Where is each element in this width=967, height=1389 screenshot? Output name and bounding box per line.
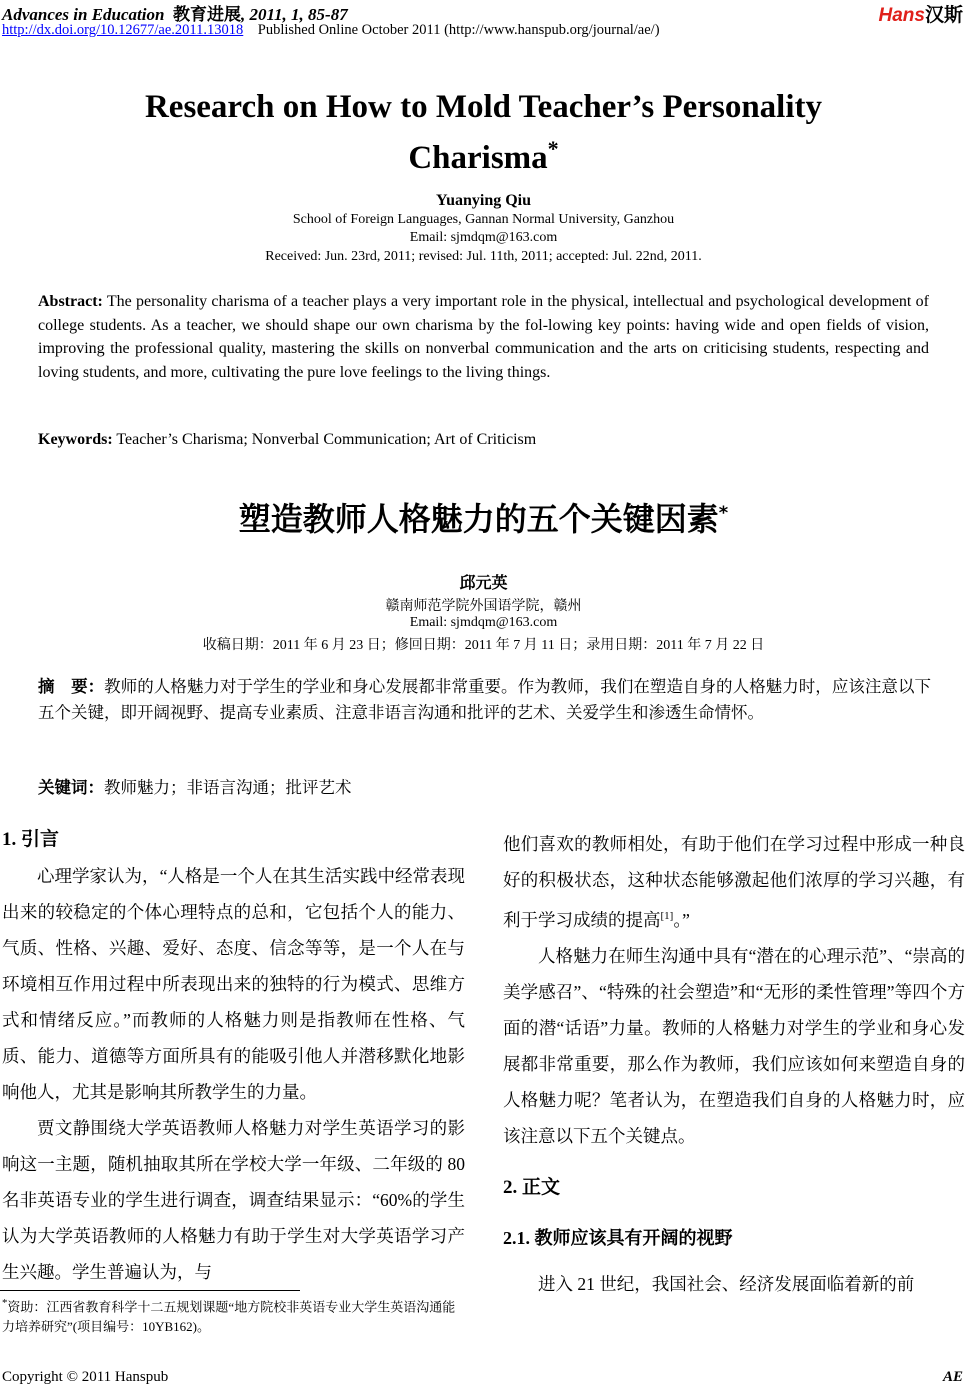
paragraph-continued: [503, 826, 965, 938]
abstract-text: The personality charisma of a teacher plays a very important role in the physical, intellectual and psychological development of college students. As a teacher, we should shape our own charisma by the fol-lowing key points: having wide and open fields of vision, improving the professional quality, mastering the skills on nonverbal communication and the arts on criticising students, respecting and loving students, and more, cultivating the pure love feelings to the living things.: [38, 293, 929, 381]
right-column: [503, 826, 965, 1302]
author-cn: 邱元英: [459, 575, 508, 592]
author-en: Yuanying Qiu: [435, 192, 531, 209]
keywords-cn-text: 教师魅力；非语言沟通；批评艺术: [104, 778, 352, 797]
keywords-label: Keywords:: [38, 431, 113, 448]
publication-line: [2, 22, 660, 39]
footnote-mark: *: [2, 1297, 8, 1309]
abstract-cn-text: 教师的人格魅力对于学生的学业和身心发展都非常重要。作为教师，我们在塑造自身的人格魅力时，应该注意以下五个关键，即开阔视野、提高专业素质、注意非语言沟通和批评的艺术、关爱学生和渗透生命情怀。: [38, 677, 932, 722]
abstract-cn: [38, 674, 931, 726]
paragraph: 进入 21 世纪，我国社会、经济发展面临着新的前: [538, 1273, 915, 1294]
abstract-cn-label: 摘 要：: [38, 677, 105, 696]
paragraph: 心理学家认为，“人格是一个人在其生活实践中经常表现出来的较稳定的个体心理特点的总和，它包括个人的能力、气质、性格、兴趣、爱好、态度、信念等等，是一个人在与环境相互作用过程中所表现出来的独特的行为模式、思维方式和情绪反应。”而教师的人格魅力则是指教师在性格、气质、能力、道德等方面所具有的能吸引他人并潜移默化地影响他人，尤其是影响其所教学生的力量。: [2, 866, 465, 1102]
keywords-cn: [38, 775, 931, 801]
chinese-title: [0, 494, 967, 540]
abstract-label: Abstract:: [38, 293, 103, 310]
paragraph: 人格魅力在师生沟通中具有“潜在的心理示范”、“崇高的美学感召”、“特殊的社会塑造”和“无形的柔性管理”等四个方面的潜“话语”力量。教师的人格魅力对学生的学业和身心发展都非常重要，那么作为教师，我们应该如何来塑造自身的人格魅力呢？笔者认为，在塑造我们自身的人格魅力时，应该注意以下五个关键点。: [503, 945, 965, 1146]
hanspub-logo: [879, 0, 963, 27]
paragraph-text: 他们喜欢的教师相处，有助于他们在学习过程中形成一种良好的积极状态，这种状态能够激起他们浓厚的学习兴趣，有利于学习成绩的提高: [503, 834, 965, 930]
dates-cn: 收稿日期：2011 年 6 月 23 日；修回日期：2011 年 7 月 11 日；录用日期：2011 年 7 月 22 日: [202, 638, 765, 653]
cn-title-text: 塑造教师人格魅力的五个关键因素: [238, 500, 719, 538]
keywords-text: Teacher’s Charisma; Nonverbal Communication; Art of Criticism: [112, 431, 537, 448]
keywords-en: [38, 428, 929, 452]
dates-en: Received: Jun. 23rd, 2011; revised: Jul. 11th, 2011; accepted: Jul. 22nd, 2011.: [265, 249, 702, 264]
citation: , 2011, 1, 85-87: [240, 5, 348, 24]
affiliation-cn: 赣南师范学院外国语学院，赣州: [385, 599, 582, 614]
logo-cn: 汉斯: [924, 5, 963, 26]
copyright: Copyright © 2011 Hanspub: [2, 1369, 169, 1385]
citation-ref[interactable]: [1]: [660, 910, 674, 922]
footnote-text: 资助：江西省教育科学十二五规划课题“地方院校非英语专业大学生英语沟通能力培养研究”(项目编号：10YB162)。: [2, 1299, 456, 1335]
logo-en: Hans: [878, 5, 925, 26]
section-heading-2: 2. 正文: [503, 1176, 561, 1198]
section-heading-1: 1. 引言: [2, 829, 60, 850]
title-line-2: Charisma: [408, 140, 548, 176]
footnote-divider: [0, 1290, 300, 1291]
title-mark: *: [547, 136, 559, 161]
keywords-cn-label: 关键词：: [38, 778, 104, 797]
abstract-en: [38, 290, 929, 384]
paragraph: 贾文静围绕大学英语教师人格魅力对学生英语学习的影响这一主题，随机抽取其所在学校大学一年级、二年级的 80 名非英语专业的学生进行调查，调查结果显示：“60%的学生认为大学英语教师的人格魅力有助于学生对大学英语学习产生兴趣。学生普遍认为，与: [2, 1118, 465, 1282]
subsection-heading-2-1: 2.1. 教师应该具有开阔的视野: [503, 1227, 733, 1248]
paragraph-end: 。”: [673, 909, 690, 930]
journal-abbr: AE: [942, 1369, 963, 1385]
journal-name-cn: 教育进展: [172, 5, 241, 24]
published-info: Published Online October 2011 (http://www.hanspub.org/journal/ae/): [257, 22, 660, 38]
cn-title-mark: *: [718, 502, 729, 524]
english-title: [0, 86, 967, 179]
title-line-1: Research on How to Mold Teacher’s Personality: [144, 89, 823, 125]
left-column: [2, 822, 465, 1290]
footnote: [2, 1293, 467, 1337]
doi-link[interactable]: http://dx.doi.org/10.12677/ae.2011.13018: [2, 22, 244, 38]
affiliation-en: School of Foreign Languages, Gannan Normal University, Ganzhou: [292, 212, 675, 227]
email-en: Email: sjmdqm@163.com: [409, 230, 558, 245]
journal-name: Advances in Education: [2, 5, 165, 24]
email-cn: Email: sjmdqm@163.com: [409, 615, 558, 630]
